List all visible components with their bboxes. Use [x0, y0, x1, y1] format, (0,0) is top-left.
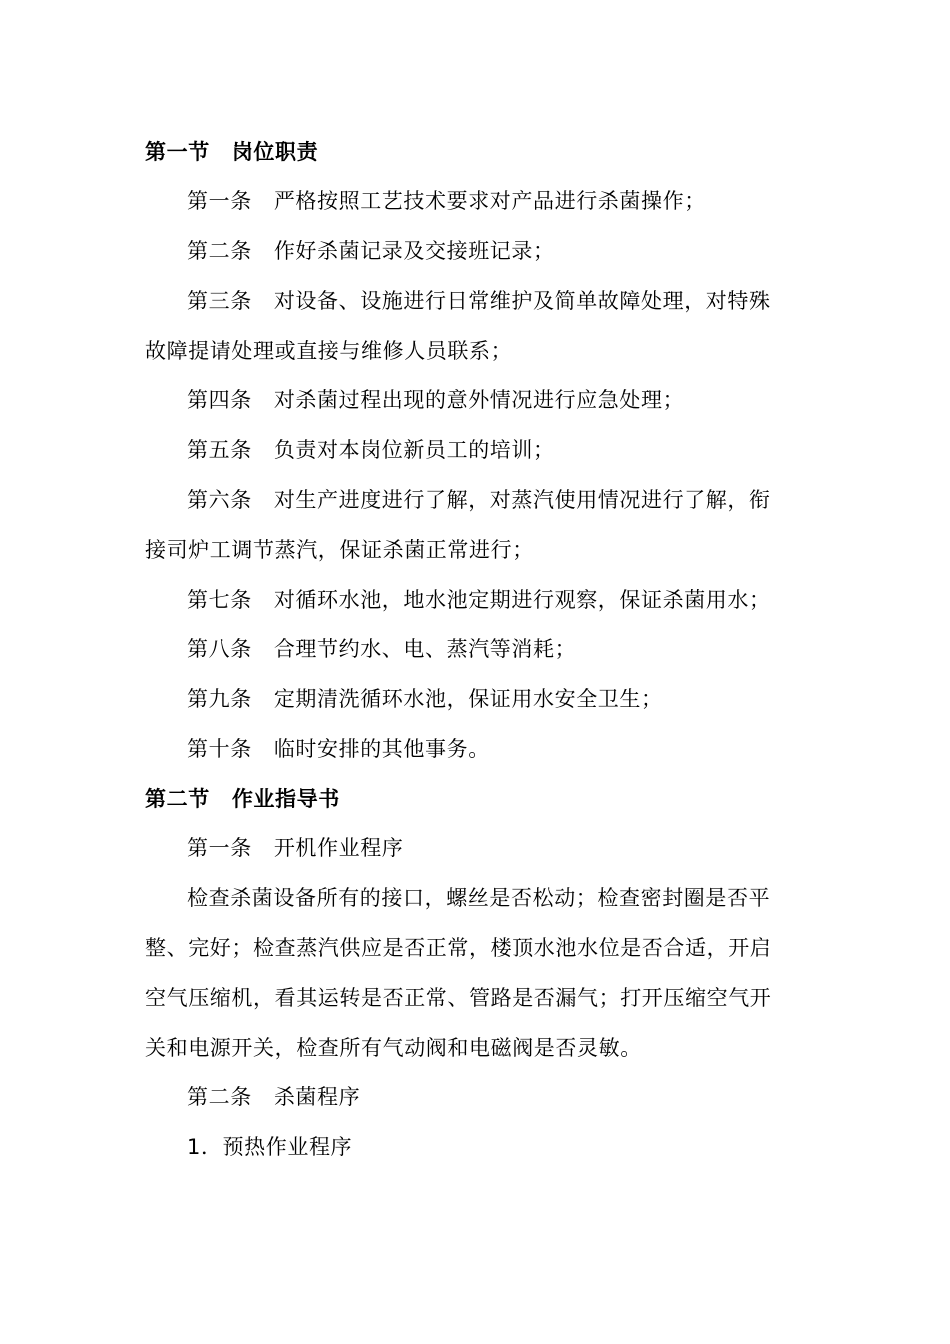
article-4 — [187, 385, 847, 415]
section-2-title: 作业指导书 — [231, 787, 340, 811]
paragraph-line-3: 空气压缩机，看其运转是否正常、管路是否漏气；打开压缩空气开 — [145, 986, 772, 1010]
article-6 — [187, 485, 847, 515]
article-label: 第四条 — [187, 388, 252, 412]
paragraph-line-2: 整、完好；检查蒸汽供应是否正常，楼顶水池水位是否合适，开启 — [145, 936, 772, 960]
section-1-label: 第一节 — [145, 140, 210, 164]
list-item-1: 1．预热作业程序 — [187, 1135, 353, 1159]
article-3-continuation: 故障提请处理或直接与维修人员联系； — [145, 339, 513, 363]
section-2-label: 第二节 — [145, 787, 210, 811]
article-7 — [187, 585, 847, 615]
section-2-heading — [145, 784, 805, 814]
article-label: 第一条 — [187, 189, 252, 213]
article-10 — [187, 734, 847, 764]
article-text: 对设备、设施进行日常维护及简单故障处理，对特殊 — [273, 289, 771, 313]
article-8 — [187, 634, 847, 664]
article-5 — [187, 435, 847, 465]
article-label: 第六条 — [187, 488, 252, 512]
article-text: 定期清洗循环水池，保证用水安全卫生； — [273, 687, 663, 711]
article-9 — [187, 684, 847, 714]
article-title: 开机作业程序 — [273, 836, 404, 860]
article-label: 第十条 — [187, 737, 252, 761]
article-text: 严格按照工艺技术要求对产品进行杀菌操作； — [273, 189, 706, 213]
section-1-title: 岗位职责 — [231, 140, 319, 164]
article-text: 负责对本岗位新员工的培训； — [273, 438, 555, 462]
section-2-article-1 — [187, 833, 847, 863]
section-1-heading — [145, 137, 805, 167]
article-label: 第五条 — [187, 438, 252, 462]
article-label: 第九条 — [187, 687, 252, 711]
article-text: 合理节约水、电、蒸汽等消耗； — [273, 637, 577, 661]
section-2-article-2 — [187, 1082, 847, 1112]
article-label: 第七条 — [187, 588, 252, 612]
article-text: 对杀菌过程出现的意外情况进行应急处理； — [273, 388, 685, 412]
article-label: 第八条 — [187, 637, 252, 661]
article-text: 对循环水池，地水池定期进行观察，保证杀菌用水； — [273, 588, 771, 612]
article-text: 对生产进度进行了解，对蒸汽使用情况进行了解，衔 — [273, 488, 771, 512]
article-label: 第二条 — [187, 1085, 252, 1109]
paragraph-line-4: 关和电源开关，检查所有气动阀和电磁阀是否灵敏。 — [145, 1036, 642, 1060]
paragraph-line-1: 检查杀菌设备所有的接口，螺丝是否松动；检查密封圈是否平 — [187, 886, 771, 910]
article-label: 第二条 — [187, 239, 252, 263]
article-6-continuation: 接司炉工调节蒸汽，保证杀菌正常进行； — [145, 538, 534, 562]
article-label: 第一条 — [187, 836, 252, 860]
article-text: 作好杀菌记录及交接班记录； — [273, 239, 555, 263]
article-2 — [187, 236, 847, 266]
article-text: 临时安排的其他事务。 — [273, 737, 490, 761]
article-1 — [187, 186, 847, 216]
article-label: 第三条 — [187, 289, 252, 313]
article-3 — [187, 286, 847, 316]
article-title: 杀菌程序 — [273, 1085, 361, 1109]
